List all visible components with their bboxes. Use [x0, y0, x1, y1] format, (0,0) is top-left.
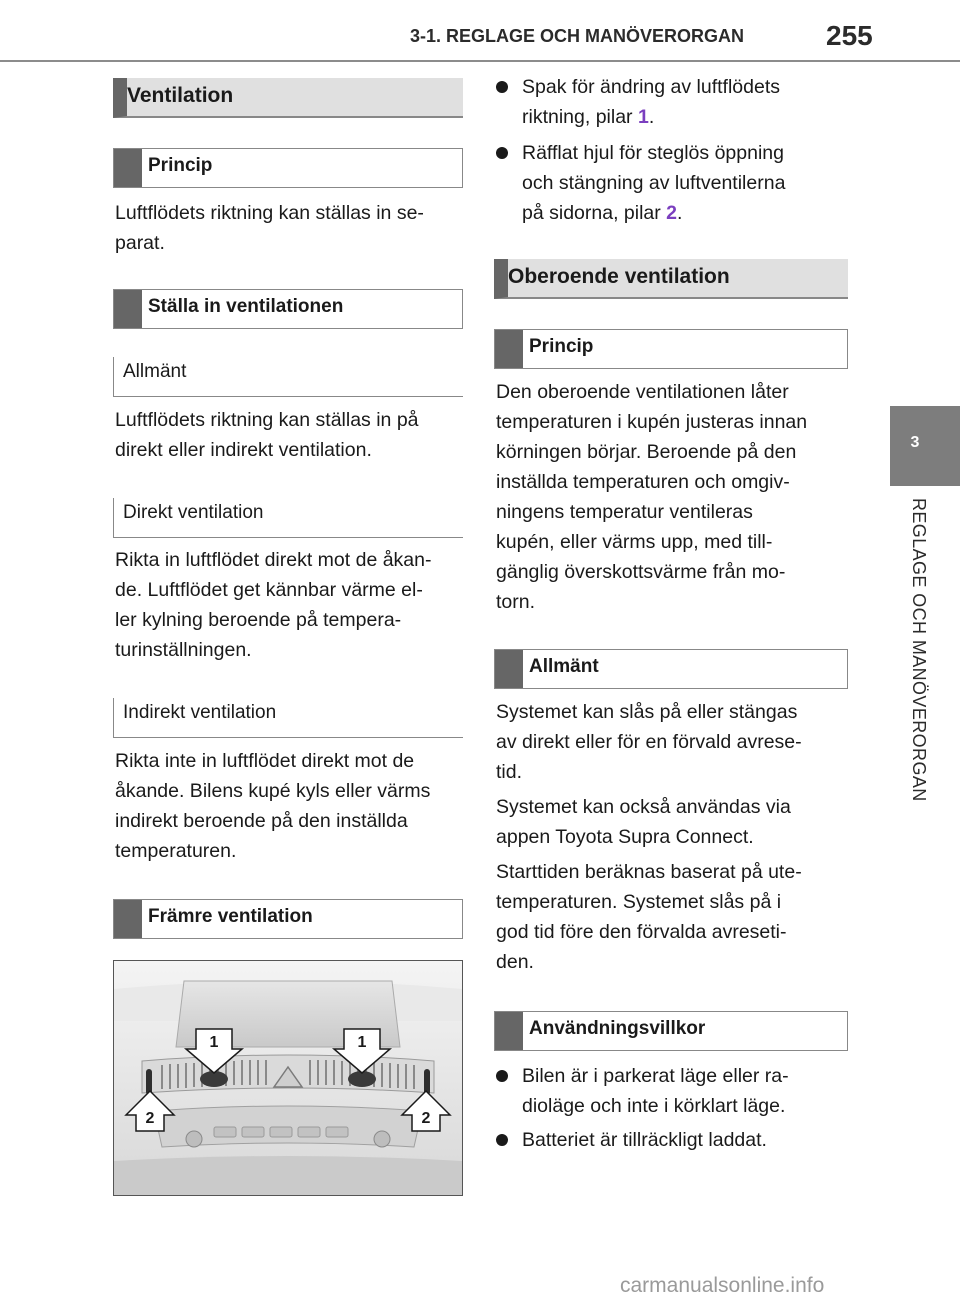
section-oberoende	[494, 259, 848, 299]
text-line: och stängning av luftventilerna	[522, 172, 786, 194]
text-line: appen Toyota Supra Connect.	[496, 826, 754, 848]
text-line: indirekt beroende på den inställda	[115, 810, 408, 832]
subsection-princip-right-title: Princip	[529, 336, 594, 357]
text-line: turinställningen.	[115, 639, 252, 661]
subsection-framre-title: Främre ventilation	[148, 906, 313, 927]
subsection-marker	[495, 330, 523, 368]
subsection-princip-right	[494, 329, 848, 369]
left-knob-icon	[186, 1131, 202, 1147]
subsection-princip-title: Princip	[148, 155, 213, 176]
watermark: carmanualsonline.info	[620, 1274, 825, 1297]
text-line: .	[677, 202, 683, 224]
text-line: ningens temperatur ventileras	[496, 501, 753, 523]
text-line: god tid före den förvalda avreseti-	[496, 921, 787, 943]
text-line: den.	[496, 951, 534, 973]
text-line: åkande. Bilens kupé kyls eller värms	[115, 780, 431, 802]
text-line: torn.	[496, 591, 536, 613]
chapter-side-label	[858, 498, 960, 858]
text-line: kupén, eller värms upp, med till-	[496, 531, 773, 553]
text-line: temperaturen. Systemet slås på i	[496, 891, 782, 913]
text-line: Systemet kan slås på eller stängas	[496, 701, 798, 723]
bullet-text	[522, 138, 785, 228]
header-divider	[0, 60, 960, 62]
subsection-anvandningsvillkor-title: Användningsvillkor	[529, 1018, 706, 1039]
dashboard-illustration	[114, 961, 462, 1195]
text-line: Spak för ändring av luftflödets	[522, 76, 780, 98]
bullet-batteriet	[496, 1125, 846, 1157]
bullet-icon	[496, 1070, 508, 1082]
subsection-stalla-in	[113, 289, 463, 329]
chapter-tab-number: 3	[910, 434, 920, 451]
text-line: Systemet kan också användas via	[496, 796, 791, 818]
subsection-framre	[113, 899, 463, 939]
subsubsection-allmant	[113, 357, 463, 397]
bullet-text	[522, 72, 780, 132]
text-line: Rikta inte in luftflödet direkt mot de	[115, 750, 415, 772]
text-line: temperaturen i kupén justeras innan	[496, 411, 808, 433]
text-line: körningen börjar. Beroende på den	[496, 441, 797, 463]
text-line: ler kylning beroende på tempera-	[115, 609, 402, 631]
text-line: Luftflödets riktning kan ställas in på	[115, 409, 419, 431]
subsubsection-allmant-title: Allmänt	[123, 361, 187, 382]
text-line: på sidorna, pilar	[522, 202, 667, 224]
text-line: Luftflödets riktning kan ställas in se-	[115, 202, 424, 224]
callout-label-2-left: 2	[145, 1110, 155, 1127]
subsection-marker	[495, 650, 523, 688]
text-line: Den oberoende ventilationen låter	[496, 381, 789, 403]
console-buttons	[214, 1127, 348, 1137]
text-line: Bilen är i parkerat läge eller ra-	[522, 1065, 789, 1087]
subsection-allmant-right	[494, 649, 848, 689]
text-line: tid.	[496, 761, 523, 783]
allmant-paragraph	[115, 405, 419, 465]
dashboard-vent-figure	[113, 960, 463, 1196]
princip-paragraph	[115, 198, 424, 258]
subsection-marker	[114, 149, 142, 187]
bullet-parkerat	[496, 1061, 846, 1123]
text-line: temperaturen.	[115, 840, 237, 862]
section-ventilation	[113, 78, 463, 118]
oberoende-princip-paragraph	[496, 377, 807, 617]
bullet-icon	[496, 81, 508, 93]
chapter-side-label-text: REGLAGE OCH MANÖVERORGAN	[909, 498, 929, 802]
subsection-marker	[495, 1012, 523, 1050]
subsection-allmant-right-title: Allmänt	[529, 656, 599, 677]
chapter-title: 3-1. REGLAGE OCH MANÖVERORGAN	[410, 26, 745, 46]
bullet-text	[522, 1061, 789, 1121]
text-line: Rikta in luftflödet direkt mot de åkan-	[115, 549, 432, 571]
callout-ref-1: 1	[637, 106, 649, 128]
subsection-anvandningsvillkor	[494, 1011, 848, 1051]
subsubsection-direkt-title: Direkt ventilation	[123, 502, 264, 523]
text-line: Batteriet är tillräckligt laddat.	[522, 1129, 767, 1151]
callout-label-2-right: 2	[421, 1110, 431, 1127]
text-line: parat.	[115, 232, 165, 254]
text-line: inställda temperaturen och omgiv-	[496, 471, 790, 493]
subsection-marker	[114, 290, 142, 328]
text-line: direkt eller indirekt ventilation.	[115, 439, 372, 461]
text-line: de. Luftflödet get kännbar värme el-	[115, 579, 423, 601]
bullet-icon	[496, 1134, 508, 1146]
subsection-princip	[113, 148, 463, 188]
subsection-marker	[114, 900, 142, 938]
section-oberoende-title: Oberoende ventilation	[508, 265, 730, 288]
subsubsection-indirekt-title: Indirekt ventilation	[123, 702, 277, 723]
allmant-paragraph-3	[496, 857, 802, 977]
bullet-text	[522, 1125, 767, 1155]
subsection-stalla-in-title: Ställa in ventilationen	[148, 296, 344, 317]
text-line: av direkt eller för en förvald avrese-	[496, 731, 802, 753]
text-line: gänglig överskottsvärme från mo-	[496, 561, 786, 583]
bullet-icon	[496, 147, 508, 159]
allmant-paragraph-1	[496, 697, 802, 787]
bullet-rafflat-hjul	[496, 138, 846, 230]
subsubsection-indirekt	[113, 698, 463, 738]
page-number: 255	[826, 20, 873, 51]
bullet-spak	[496, 72, 846, 134]
callout-label-1-right: 1	[357, 1034, 367, 1051]
text-line: Starttiden beräknas baserat på ute-	[496, 861, 802, 883]
text-line: .	[648, 106, 655, 128]
text-line: riktning, pilar	[522, 106, 638, 128]
subsubsection-direkt	[113, 498, 463, 538]
text-line: Räfflat hjul för steglös öppning	[522, 142, 784, 164]
section-ventilation-title: Ventilation	[127, 84, 234, 107]
callout-ref-2: 2	[666, 202, 678, 224]
direkt-paragraph	[115, 545, 432, 665]
allmant-paragraph-2	[496, 792, 791, 852]
indirekt-paragraph	[115, 746, 430, 866]
text-line: dioläge och inte i körklart läge.	[522, 1095, 786, 1117]
right-knob-icon	[374, 1131, 390, 1147]
dash-bottom	[114, 1156, 462, 1195]
callout-label-1-left: 1	[209, 1034, 219, 1051]
